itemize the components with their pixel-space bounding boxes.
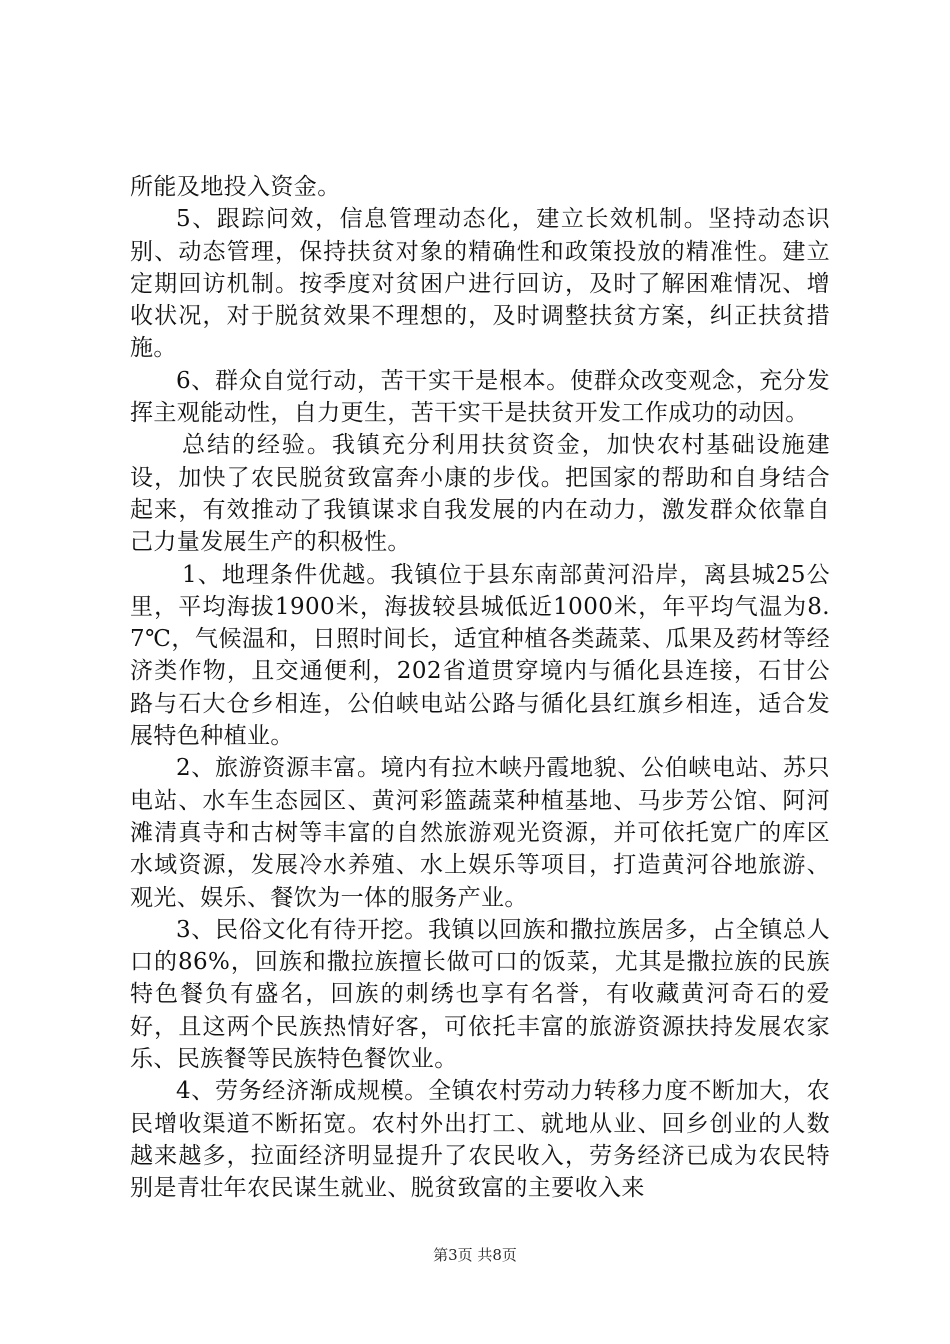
paragraph-continuation: 所能及地投入资金。 [130, 174, 341, 200]
paragraph-geography: 1、地理条件优越。我镇位于县东南部黄河沿岸，离县城25公里，平均海拔1900米，海拔较县城低近1000米，年平均气温为8.7℃，气候温和，日照时间长，适宜种植各类蔬菜、瓜果及药材等经济类作物，且交通便利，202省道贯穿境内与循化县连接，石甘公路与石大仓乡相连，公伯峡电站公路与循化县红旗乡相连，适合发展特色种植业。 [130, 561, 830, 750]
paragraph-folk-culture: 3、民俗文化有待开挖。我镇以回族和撒拉族居多，占全镇总人口的86%，回族和撒拉族擅长做可口的饭菜，尤其是撒拉族的民族特色餐负有盛名，回族的刺绣也享有名誉，有收藏黄河奇石的爱好，且这两个民族热情好客，可依托丰富的旅游资源扶持发展农家乐、民族餐等民族特色餐饮业。 [130, 916, 830, 1073]
paragraph-tourism: 2、旅游资源丰富。境内有拉木峡丹霞地貌、公伯峡电站、苏只电站、水车生态园区、黄河彩篮蔬菜种植基地、马步芳公馆、阿河滩清真寺和古树等丰富的自然旅游观光资源，并可依托宽广的库区水域资源，发展冷水养殖、水上娱乐等项目，打造黄河谷地旅游、观光、娱乐、餐饮为一体的服务产业。 [130, 755, 830, 911]
document-body [130, 171, 830, 1205]
paragraph-summary: 总结的经验。我镇充分利用扶贫资金，加快农村基础设施建设，加快了农民脱贫致富奔小康的步伐。把国家的帮助和自身结合起来，有效推动了我镇谋求自我发展的内在动力，激发群众依靠自己力量发展生产的积极性。 [130, 432, 830, 556]
paragraph-labor-economy: 4、劳务经济渐成规模。全镇农村劳动力转移力度不断加大，农民增收渠道不断拓宽。农村外出打工、就地从业、回乡创业的人数越来越多，拉面经济明显提升了农民收入，劳务经济已成为农民特别是青壮年农民谋生就业、脱贫致富的主要收入来 [130, 1078, 830, 1202]
page-number: 第3页 共8页 [433, 1246, 517, 1264]
paragraph-item-5: 5、跟踪问效，信息管理动态化，建立长效机制。坚持动态识别、动态管理，保持扶贫对象的精确性和政策投放的精准性。建立定期回访机制。按季度对贫困户进行回访，及时了解困难情况、增收状况，对于脱贫效果不理想的，及时调整扶贫方案，纠正扶贫措施。 [130, 206, 830, 362]
paragraph-item-6: 6、群众自觉行动，苦干实干是根本。使群众改变观念，充分发挥主观能动性，自力更生，苦干实干是扶贫开发工作成功的动因。 [130, 367, 830, 427]
